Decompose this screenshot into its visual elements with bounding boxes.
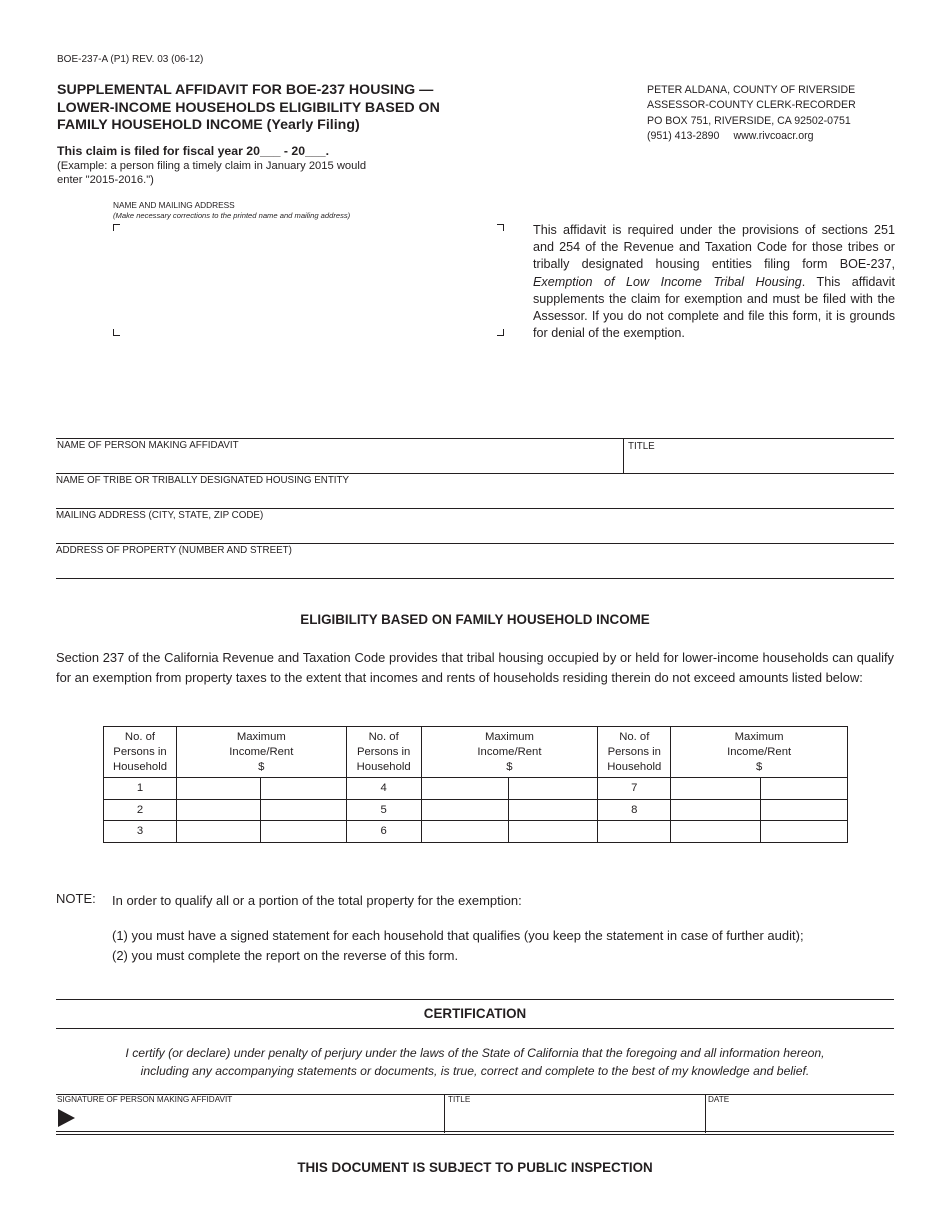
certification-heading: CERTIFICATION xyxy=(423,1006,527,1021)
signature-divider xyxy=(56,1134,894,1135)
form-title-line: FAMILY HOUSEHOLD INCOME (Yearly Filing) xyxy=(57,117,360,133)
fiscal-year-line[interactable]: This claim is filed for fiscal year 20___ - 20___. xyxy=(57,144,330,158)
assessor-office: ASSESSOR-COUNTY CLERK-RECORDER xyxy=(647,99,856,112)
fiscal-year-example xyxy=(57,159,427,188)
intro-form-name: Exemption of Low Income Tribal Housing xyxy=(533,274,802,289)
persons-cell: 4 xyxy=(346,778,421,800)
eligibility-paragraph: Section 237 of the California Revenue and Taxation Code provides that tribal housing occupied by or held for lower-income households can qualify for an exemption from property taxes to the extent that incomes and rents of households residing therein do not exceed amounts listed below: xyxy=(56,650,894,685)
signature-field[interactable]: SIGNATURE OF PERSON MAKING AFFIDAVIT xyxy=(57,1095,233,1104)
cert-divider xyxy=(56,1028,894,1029)
intro-paragraph xyxy=(533,222,895,342)
mailing-address-field[interactable]: MAILING ADDRESS (CITY, STATE, ZIP CODE) xyxy=(56,510,264,521)
field-divider xyxy=(56,473,894,474)
cert-line: including any accompanying statements or documents, is true, correct and complete to the best of my knowledge and belief. xyxy=(140,1063,810,1078)
income-input-cell[interactable] xyxy=(421,799,509,821)
income-input-cell[interactable] xyxy=(176,821,260,843)
signature-divider xyxy=(705,1094,706,1133)
eligibility-heading: ELIGIBILITY BASED ON FAMILY HOUSEHOLD INCOME xyxy=(300,612,650,627)
assessor-block xyxy=(647,83,856,144)
max-income-header: Maximum Income/Rent $ xyxy=(176,727,346,778)
tribe-name-field[interactable]: NAME OF TRIBE OR TRIBALLY DESIGNATED HOUSING ENTITY xyxy=(56,475,350,486)
income-input-cell[interactable] xyxy=(671,778,761,800)
date-field[interactable]: DATE xyxy=(708,1095,730,1104)
note-text xyxy=(112,891,804,966)
form-title xyxy=(57,82,497,135)
assessor-address: PO BOX 751, RIVERSIDE, CA 92502-0751 xyxy=(647,114,851,127)
certification-statement xyxy=(56,1045,894,1080)
field-divider xyxy=(623,438,624,473)
persons-cell: 2 xyxy=(104,799,177,821)
title-field[interactable]: TITLE xyxy=(628,441,655,452)
field-divider xyxy=(56,578,894,579)
form-title-line: SUPPLEMENTAL AFFIDAVIT FOR BOE-237 HOUSING — xyxy=(57,82,434,98)
income-input-cell[interactable] xyxy=(671,799,761,821)
field-divider xyxy=(56,438,894,439)
income-input-cell[interactable] xyxy=(260,778,346,800)
persons-cell xyxy=(598,821,671,843)
income-input-cell[interactable] xyxy=(761,778,848,800)
income-input-cell[interactable] xyxy=(509,778,598,800)
assessor-website[interactable]: www.rivcoacr.org xyxy=(733,129,814,142)
mailing-address-note: (Make necessary corrections to the printed name and mailing address) xyxy=(113,211,351,220)
table-row xyxy=(104,799,848,821)
assessor-name: PETER ALDANA, COUNTY OF RIVERSIDE xyxy=(647,84,856,96)
income-input-cell[interactable] xyxy=(421,778,509,800)
income-input-cell[interactable] xyxy=(176,778,260,800)
income-input-cell[interactable] xyxy=(761,799,848,821)
income-input-cell[interactable] xyxy=(509,799,598,821)
address-corner-mark xyxy=(113,224,120,231)
max-income-header: Maximum Income/Rent $ xyxy=(671,727,848,778)
persons-header: No. of Persons in Household xyxy=(346,727,421,778)
assessor-phone: (951) 413-2890 xyxy=(647,129,720,142)
signature-title-field[interactable]: TITLE xyxy=(448,1095,471,1104)
property-address-field[interactable]: ADDRESS OF PROPERTY (NUMBER AND STREET) xyxy=(56,545,292,556)
sign-here-arrow-icon xyxy=(58,1109,75,1127)
persons-header: No. of Persons in Household xyxy=(598,727,671,778)
address-corner-mark xyxy=(497,329,504,336)
income-input-cell[interactable] xyxy=(260,821,346,843)
income-input-cell[interactable] xyxy=(421,821,509,843)
income-input-cell[interactable] xyxy=(176,799,260,821)
field-divider xyxy=(56,508,894,509)
note-item: (1) you must have a signed statement for each household that qualifies (you keep the statement in case of further audit); xyxy=(112,928,804,943)
income-input-cell[interactable] xyxy=(671,821,761,843)
intro-text: This affidavit is required under the provisions of sections 251 and 254 of the Revenue and Taxation Code for those tribes or tribally designated housing entities filing form BOE-237, xyxy=(533,223,895,272)
intro-text: . This affidavit supplements the claim for exemption and must be filed with the Assessor. If you do not complete and file this form, it is grounds for denial of the exemption. xyxy=(533,274,895,341)
note-label: NOTE: xyxy=(56,891,96,906)
persons-cell: 7 xyxy=(598,778,671,800)
table-row xyxy=(104,778,848,800)
example-line: enter "2015-2016.") xyxy=(57,174,154,187)
income-input-cell[interactable] xyxy=(509,821,598,843)
table-header-row xyxy=(104,727,848,778)
persons-cell: 8 xyxy=(598,799,671,821)
note-intro: In order to qualify all or a portion of the total property for the exemption: xyxy=(112,893,522,908)
persons-cell: 1 xyxy=(104,778,177,800)
persons-cell: 6 xyxy=(346,821,421,843)
table-row xyxy=(104,821,848,843)
cert-divider xyxy=(56,999,894,1000)
income-input-cell[interactable] xyxy=(260,799,346,821)
persons-header: No. of Persons in Household xyxy=(104,727,177,778)
form-title-line: LOWER-INCOME HOUSEHOLDS ELIGIBILITY BASED ON xyxy=(57,99,440,116)
income-input-cell[interactable] xyxy=(761,821,848,843)
address-corner-mark xyxy=(497,224,504,231)
income-table xyxy=(103,726,848,843)
max-income-header: Maximum Income/Rent $ xyxy=(421,727,598,778)
persons-cell: 3 xyxy=(104,821,177,843)
address-corner-mark xyxy=(113,329,120,336)
public-inspection-notice: THIS DOCUMENT IS SUBJECT TO PUBLIC INSPECTION xyxy=(297,1160,653,1175)
field-divider xyxy=(56,543,894,544)
person-name-field[interactable]: NAME OF PERSON MAKING AFFIDAVIT xyxy=(57,440,239,451)
note-item: (2) you must complete the report on the reverse of this form. xyxy=(112,948,459,963)
example-line: (Example: a person filing a timely claim in January 2015 would xyxy=(57,160,367,172)
persons-cell: 5 xyxy=(346,799,421,821)
signature-divider xyxy=(444,1094,445,1133)
cert-line: I certify (or declare) under penalty of perjury under the laws of the State of California that the foregoing and all information hereon, xyxy=(125,1046,825,1060)
signature-divider xyxy=(56,1131,894,1132)
form-id: BOE-237-A (P1) REV. 03 (06-12) xyxy=(57,54,204,65)
mailing-address-label: NAME AND MAILING ADDRESS xyxy=(113,200,235,210)
